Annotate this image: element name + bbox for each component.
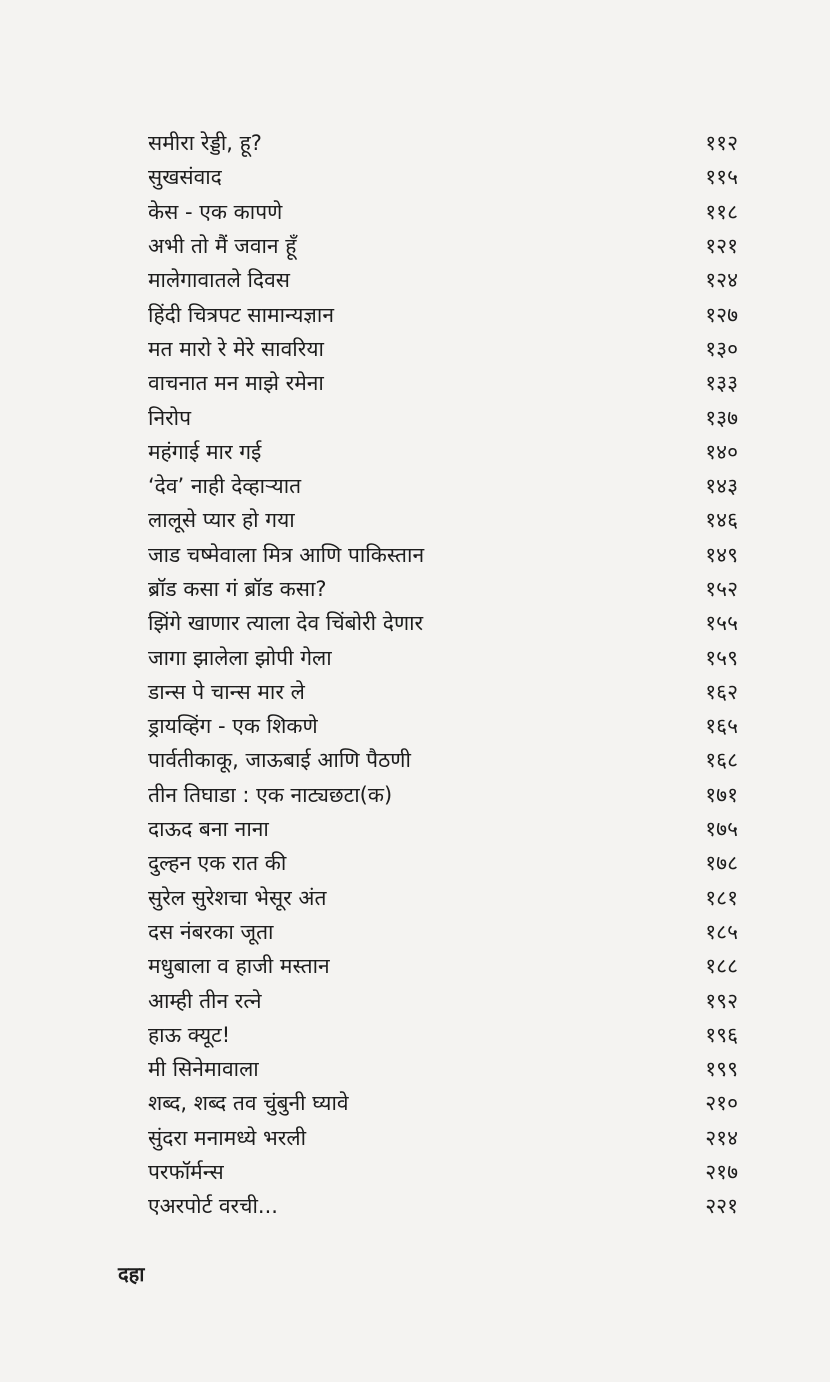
toc-entry-title: मत मारो रे मेरे सावरिया xyxy=(148,336,324,361)
toc-entry-page-number: १७१ xyxy=(705,782,738,807)
toc-entry-page-number: १५९ xyxy=(705,645,738,670)
toc-entry xyxy=(148,538,738,572)
toc-entry-page-number: १८५ xyxy=(705,919,738,944)
toc-entry xyxy=(148,983,738,1017)
toc-entry-page-number: १६५ xyxy=(705,714,738,739)
toc-entry-title: केस - एक कापणे xyxy=(148,199,283,224)
toc-entry-page-number: १४० xyxy=(705,439,738,464)
toc-entry-title: दाऊद बना नाना xyxy=(148,817,269,842)
toc-entry xyxy=(148,1086,738,1120)
toc-entry xyxy=(148,435,738,469)
toc-entry-title: आम्ही तीन रत्ने xyxy=(148,988,262,1013)
toc-entry-title: लालूसे प्यार हो गया xyxy=(148,508,295,533)
toc-entry-page-number: १३७ xyxy=(705,405,738,430)
toc-entry-title: मधुबाला व हाजी मस्तान xyxy=(148,954,330,979)
toc-entry-page-number: २२१ xyxy=(705,1194,738,1219)
toc-entry xyxy=(148,332,738,366)
toc-entry xyxy=(148,366,738,400)
toc-entry-title: तीन तिघाडा : एक नाट्यछटा(क) xyxy=(148,782,393,807)
toc-entry-page-number: १२४ xyxy=(705,268,738,293)
toc-entry xyxy=(148,1018,738,1052)
toc-entry xyxy=(148,503,738,537)
toc-entry xyxy=(148,778,738,812)
toc-entry-page-number: २१४ xyxy=(705,1125,738,1150)
toc-entry xyxy=(148,126,738,160)
toc-entry-page-number: १६२ xyxy=(705,679,738,704)
toc-entry xyxy=(148,469,738,503)
toc-entry-page-number: १९९ xyxy=(705,1057,738,1082)
toc-entry-page-number: ११५ xyxy=(705,165,738,190)
toc-entry-page-number: १२७ xyxy=(705,302,738,327)
toc-entry xyxy=(148,1155,738,1189)
toc-entry-title: हाऊ क्यूट! xyxy=(148,1022,231,1047)
toc-entry-page-number: १३० xyxy=(705,336,738,361)
toc-entry-title: डान्स पे चान्स मार ले xyxy=(148,679,305,704)
toc-entry xyxy=(148,881,738,915)
toc-entry xyxy=(148,1052,738,1086)
toc-entry-title: दुल्हन एक रात की xyxy=(148,851,287,876)
toc-entry-page-number: १८१ xyxy=(705,885,738,910)
table-of-contents xyxy=(148,126,738,1224)
toc-entry xyxy=(148,709,738,743)
toc-entry-page-number: १२१ xyxy=(705,234,738,259)
toc-entry-title: मी सिनेमावाला xyxy=(148,1057,259,1082)
toc-entry-title: हिंदी चित्रपट सामान्यज्ञान xyxy=(148,302,334,327)
toc-entry-page-number: २१७ xyxy=(705,1160,738,1185)
toc-entry-page-number: २१० xyxy=(705,1091,738,1116)
toc-entry-title: महंगाई मार गई xyxy=(148,439,262,464)
toc-entry xyxy=(148,743,738,777)
toc-entry xyxy=(148,572,738,606)
toc-entry-page-number: १५५ xyxy=(705,611,738,636)
toc-entry-page-number: ११८ xyxy=(705,199,738,224)
toc-entry xyxy=(148,812,738,846)
toc-entry-title: जागा झालेला झोपी गेला xyxy=(148,645,332,670)
toc-entry-page-number: १७५ xyxy=(705,817,738,842)
toc-entry-title: अभी तो मैं जवान हूँ xyxy=(148,234,297,259)
toc-entry-page-number: १८८ xyxy=(705,954,738,979)
toc-entry xyxy=(148,297,738,331)
toc-entry-page-number: ११२ xyxy=(705,131,738,156)
toc-entry xyxy=(148,640,738,674)
toc-entry-page-number: १७८ xyxy=(705,851,738,876)
toc-entry xyxy=(148,606,738,640)
toc-entry xyxy=(148,1189,738,1223)
toc-entry-title: परफॉर्मन्स xyxy=(148,1160,224,1185)
toc-entry-title: जाड चष्मेवाला मित्र आणि पाकिस्तान xyxy=(148,542,425,567)
page-folio: दहा xyxy=(118,1262,145,1286)
toc-entry-title: वाचनात मन माझे रमेना xyxy=(148,371,324,396)
toc-entry xyxy=(148,675,738,709)
toc-entry-page-number: १३३ xyxy=(705,371,738,396)
toc-entry xyxy=(148,1121,738,1155)
toc-entry xyxy=(148,915,738,949)
toc-entry xyxy=(148,846,738,880)
toc-entry-title: सुरेल सुरेशचा भेसूर अंत xyxy=(148,885,327,910)
toc-entry-title: ब्रॉड कसा गं ब्रॉड कसा? xyxy=(148,577,327,601)
toc-entry-page-number: १९२ xyxy=(705,988,738,1013)
toc-entry-title: एअरपोर्ट वरची... xyxy=(148,1194,278,1219)
toc-entry-title: ‘देव’ नाही देव्हाऱ्यात xyxy=(148,474,302,499)
toc-entry-title: दस नंबरका जूता xyxy=(148,919,274,944)
toc-entry-title: पार्वतीकाकू, जाऊबाई आणि पैठणी xyxy=(148,748,411,773)
toc-entry-title: ड्रायव्हिंग - एक शिकणे xyxy=(148,714,318,739)
toc-entry-title: सुंदरा मनामध्ये भरली xyxy=(148,1125,307,1150)
toc-entry-title: मालेगावातले दिवस xyxy=(148,268,290,293)
toc-entry-title: समीरा रेड्डी, हू? xyxy=(148,131,262,156)
toc-entry xyxy=(148,195,738,229)
toc-entry-page-number: १४६ xyxy=(705,508,738,533)
toc-entry-title: शब्द, शब्द तव चुंबुनी घ्यावे xyxy=(148,1091,349,1116)
toc-entry-page-number: १४३ xyxy=(705,474,738,499)
toc-entry-page-number: १४९ xyxy=(705,542,738,567)
toc-entry-title: झिंगे खाणार त्याला देव चिंबोरी देणार xyxy=(148,611,424,636)
toc-entry xyxy=(148,160,738,194)
toc-entry-page-number: १५२ xyxy=(705,577,738,601)
toc-entry-page-number: १६८ xyxy=(705,748,738,773)
toc-entry xyxy=(148,263,738,297)
toc-entry-title: निरोप xyxy=(148,405,192,430)
toc-entry-title: सुखसंवाद xyxy=(148,165,222,190)
toc-entry xyxy=(148,949,738,983)
toc-entry xyxy=(148,229,738,263)
toc-entry-page-number: १९६ xyxy=(705,1022,738,1047)
toc-entry xyxy=(148,400,738,434)
